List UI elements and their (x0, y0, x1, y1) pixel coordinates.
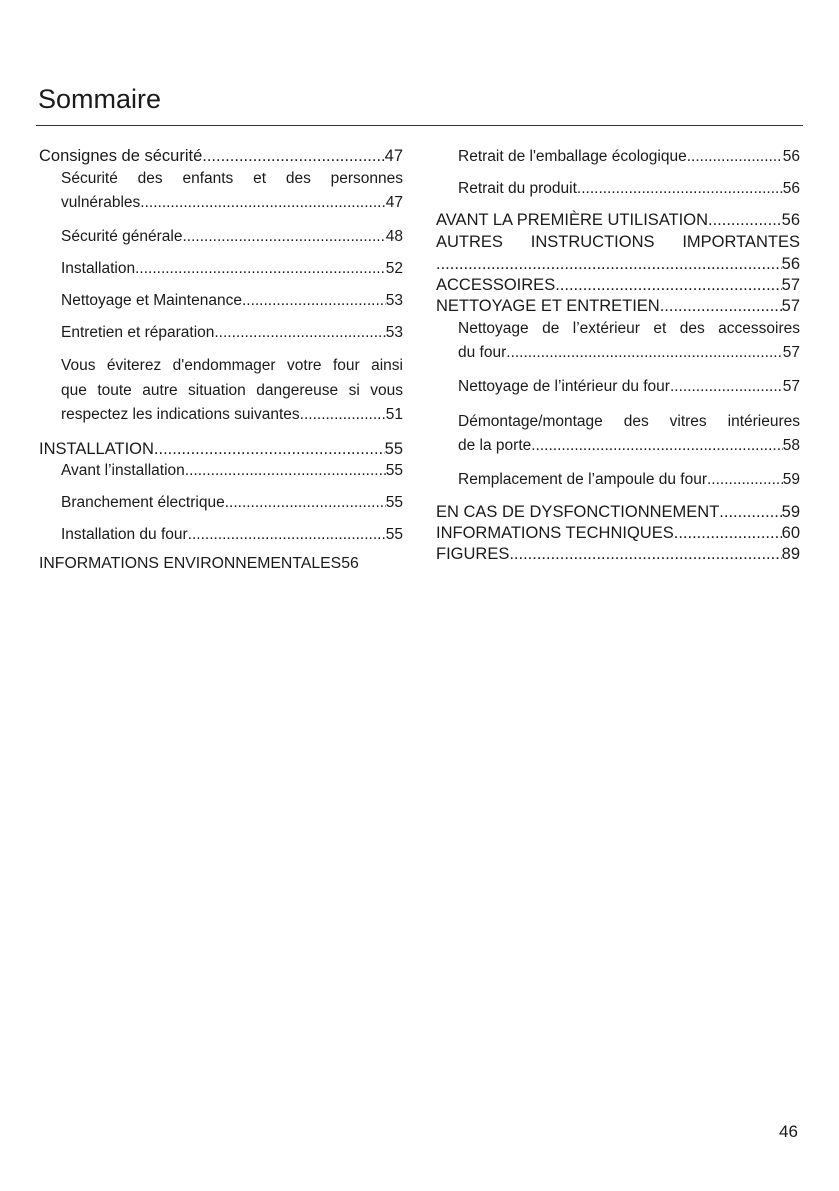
toc-entry-page: 58 (782, 437, 800, 454)
toc-entry[interactable] (436, 376, 800, 397)
toc-entry[interactable] (436, 275, 800, 296)
toc-entry-page: 53 (385, 292, 403, 309)
toc-entry-page: 56 (781, 211, 800, 229)
toc-entry-title: NETTOYAGE ET ENTRETIEN (436, 297, 660, 315)
toc-entry[interactable] (39, 354, 403, 428)
toc-entry[interactable] (436, 178, 800, 199)
toc-entry[interactable] (39, 439, 403, 460)
toc-entry-page: 57 (781, 276, 800, 294)
toc-entry[interactable] (436, 469, 800, 490)
toc-entry-title: Consignes de sécurité (39, 147, 203, 165)
toc-entry[interactable] (39, 226, 403, 247)
toc-entry-page: 56 (341, 554, 359, 572)
toc-entry-title-cont: du four (458, 344, 507, 361)
toc-entry-title: Retrait de l'emballage écologique (458, 148, 687, 165)
toc-entry-page: 56 (781, 255, 800, 273)
toc-entry[interactable] (39, 258, 403, 279)
toc-entry-title: Sécurité des enfants et des personnes (61, 170, 403, 187)
title-divider (36, 125, 803, 126)
toc-entry[interactable] (436, 296, 800, 317)
toc-entry-page: 51 (385, 406, 403, 423)
toc-entry-title: AUTRES INSTRUCTIONS IMPORTANTES (436, 233, 800, 251)
toc-entry-title: AVANT LA PREMIÈRE UTILISATION (436, 211, 709, 229)
toc-entry[interactable] (39, 290, 403, 311)
toc-entry-title-cont: de la porte (458, 437, 532, 454)
toc-entry-title: Nettoyage et Maintenance (61, 292, 242, 309)
toc-entry-title: Installation du four (61, 525, 188, 543)
toc-entry[interactable] (436, 231, 800, 275)
toc-entry[interactable] (436, 146, 800, 167)
toc-entry[interactable] (436, 523, 800, 544)
toc-entry-page: 59 (782, 471, 800, 488)
toc-entry[interactable] (436, 317, 800, 365)
toc-entry-page: 55 (385, 461, 403, 479)
page-title: Sommaire (38, 84, 162, 114)
toc-entry-page: 57 (782, 378, 800, 395)
toc-entry[interactable] (39, 322, 403, 343)
toc-entry-page: 47 (385, 194, 403, 211)
toc-entry-title: Nettoyage de l’intérieur du four (458, 378, 670, 395)
toc-entry[interactable] (436, 502, 800, 523)
toc-entry-title: Branchement électrique (61, 493, 225, 511)
toc-entry-title: Entretien et réparation (61, 324, 215, 341)
toc-entry-page: 52 (385, 260, 403, 277)
toc-entry-title: Sécurité générale (61, 228, 183, 245)
toc-entry-page: 56 (782, 148, 800, 165)
toc-entry-title: Installation (61, 260, 136, 277)
page-number: 46 (779, 1122, 798, 1141)
toc-entry-title: INSTALLATION (39, 439, 154, 458)
toc-entry-title: INFORMATIONS TECHNIQUES (436, 524, 674, 542)
toc-entry-title: Nettoyage de l’extérieur et des accessoires (458, 320, 800, 337)
toc-entry-title-cont: respectez les indications suivantes (61, 406, 300, 423)
toc-entry-title: ACCESSOIRES (436, 276, 556, 294)
toc-entry-page: 60 (781, 524, 800, 542)
toc-entry-page: 57 (781, 297, 800, 315)
toc-left-column (39, 146, 403, 574)
toc-entry-page: 89 (781, 545, 800, 563)
toc-entry-title: Vous éviterez d'endommager votre four ainsi (61, 357, 403, 374)
toc-entry-page: 55 (385, 493, 403, 511)
toc-entry-page: 59 (781, 503, 800, 521)
toc-entry-title: EN CAS DE DYSFONCTIONNEMENT (436, 503, 720, 521)
toc-entry-page: 53 (385, 324, 403, 341)
toc-entry-page: 55 (385, 525, 403, 543)
toc-entry[interactable] (39, 553, 403, 574)
toc-entry[interactable] (39, 460, 403, 481)
toc-entry[interactable] (436, 544, 800, 565)
toc-entry[interactable] (39, 524, 403, 545)
toc-entry[interactable] (436, 410, 800, 458)
toc-entry-page: 57 (782, 344, 800, 361)
toc-entry-title-cont: vulnérables (61, 194, 141, 211)
toc-entry[interactable] (39, 167, 403, 215)
toc-entry-page: 56 (782, 180, 800, 197)
toc-entry-page: 55 (384, 439, 403, 458)
toc-entry-page: 47 (384, 147, 403, 165)
toc-entry[interactable] (436, 209, 800, 231)
toc-entry-title: INFORMATIONS ENVIRONNEMENTALES (39, 554, 342, 572)
toc-entry-page: 48 (385, 228, 403, 245)
toc-entry-title: Avant l’installation (61, 461, 185, 479)
toc-right-column (436, 146, 800, 565)
toc-entry-title: Démontage/montage des vitres intérieures (458, 413, 800, 430)
toc-entry-title-cont: que toute autre situation dangereuse si vous (61, 381, 403, 399)
toc-entry[interactable] (39, 492, 403, 513)
toc-entry-title: Remplacement de l’ampoule du four (458, 471, 707, 488)
toc-entry[interactable] (39, 146, 403, 167)
toc-entry-title: Retrait du produit (458, 180, 577, 197)
toc-entry-title: FIGURES (436, 545, 510, 563)
